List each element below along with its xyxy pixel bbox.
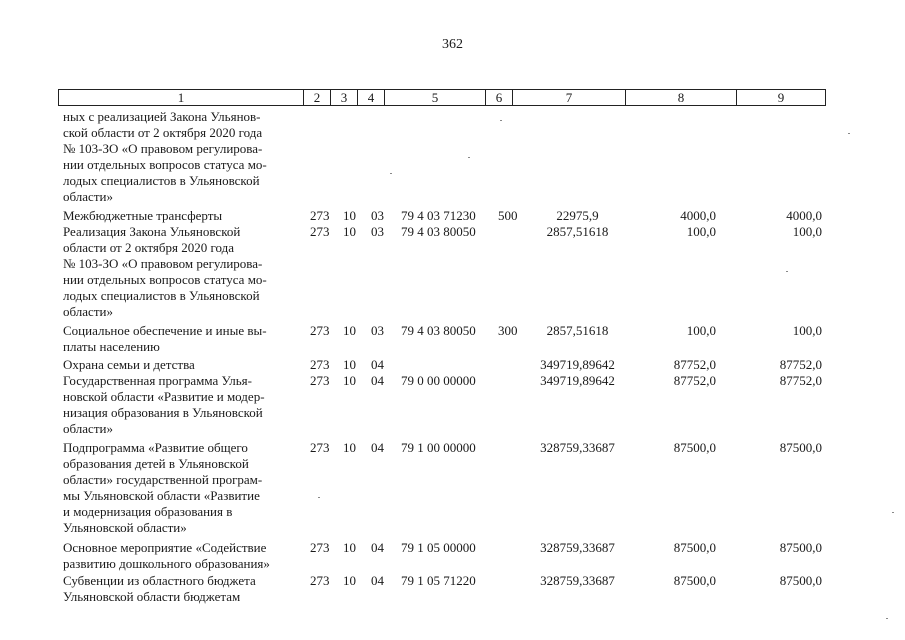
cell-target-article: 79 4 03 80050: [401, 323, 476, 338]
cell-subsection: 03: [371, 208, 384, 223]
cell-subsection: 04: [371, 573, 384, 588]
cell-amount-year1: 2857,51618: [546, 323, 609, 338]
row-description: Подпрограмма «Развитие общего образования детей в Ульяновской области» государственной програм- мы Ульяновской области «Развитие и модернизация образования в Ульяновской области»: [63, 440, 263, 535]
col-header-5: 5: [385, 90, 486, 106]
cell-section: 10: [343, 208, 356, 223]
cell-amount-year2: 87500,0: [673, 540, 716, 555]
cell-amount-year2: 100,0: [686, 323, 716, 338]
col-header-3: 3: [331, 90, 358, 106]
scan-speck: [500, 120, 502, 121]
col-header-4: 4: [358, 90, 385, 106]
cell-amount-year1: 22975,9: [556, 208, 599, 223]
cell-ministry: 273: [310, 373, 330, 388]
cell-amount-year2: 4000,0: [680, 208, 716, 223]
cell-target-article: 79 4 03 71230: [401, 208, 476, 223]
cell-ministry: 273: [310, 208, 330, 223]
row-description: Основное мероприятие «Содействие развитию дошкольного образования»: [63, 540, 270, 571]
scan-speck: [892, 512, 894, 513]
scan-speck: [390, 173, 392, 174]
col-header-1: 1: [59, 90, 304, 106]
col-header-7: 7: [513, 90, 626, 106]
cell-ministry: 273: [310, 357, 330, 372]
cell-ministry: 273: [310, 540, 330, 555]
cell-amount-year2: 100,0: [686, 224, 716, 239]
col-header-9: 9: [737, 90, 826, 106]
row-description: Субвенции из областного бюджета Ульяновской области бюджетам: [63, 573, 256, 604]
scan-speck: [848, 133, 850, 134]
cell-target-article: 79 1 00 00000: [401, 440, 476, 455]
cell-amount-year3: 87752,0: [779, 357, 822, 372]
cell-amount-year3: 87500,0: [779, 540, 822, 555]
cell-section: 10: [343, 323, 356, 338]
cell-section: 10: [343, 224, 356, 239]
row-description: Государственная программа Улья- новской области «Развитие и модер- низация образования в Ульяновской области»: [63, 373, 265, 436]
row-description: Охрана семьи и детства: [63, 357, 195, 372]
page-number: 362: [442, 37, 463, 52]
cell-subsection: 04: [371, 357, 384, 372]
cell-expense-type: 500: [498, 208, 518, 223]
cell-amount-year2: 87500,0: [673, 573, 716, 588]
cell-subsection: 04: [371, 540, 384, 555]
cell-expense-type: 300: [498, 323, 518, 338]
row-description: ных с реализацией Закона Ульянов- ской области от 2 октября 2020 года № 103-ЗО «О правовом регулирова- нии отдельных вопросов статуса мо- лодых специалистов в Ульяновской области»: [63, 109, 267, 204]
cell-subsection: 04: [371, 373, 384, 388]
col-header-6: 6: [486, 90, 513, 106]
cell-subsection: 03: [371, 323, 384, 338]
cell-amount-year3: 4000,0: [786, 208, 822, 223]
cell-section: 10: [343, 540, 356, 555]
cell-ministry: 273: [310, 440, 330, 455]
scan-speck: [468, 157, 470, 158]
cell-amount-year2: 87500,0: [673, 440, 716, 455]
table-body: [0, 109, 905, 640]
col-header-8: 8: [626, 90, 737, 106]
row-description: Реализация Закона Ульяновской области от 2 октября 2020 года № 103-ЗО «О правовом регулирова- нии отдельных вопросов статуса мо- лодых специалистов в Ульяновской области»: [63, 224, 267, 319]
cell-amount-year1: 349719,89642: [540, 357, 615, 372]
cell-target-article: 79 0 00 00000: [401, 373, 476, 388]
cell-section: 10: [343, 373, 356, 388]
scan-speck: [318, 497, 320, 498]
cell-section: 10: [343, 440, 356, 455]
cell-ministry: 273: [310, 323, 330, 338]
cell-amount-year1: 349719,89642: [540, 373, 615, 388]
cell-amount-year2: 87752,0: [673, 357, 716, 372]
cell-amount-year3: 87500,0: [779, 440, 822, 455]
cell-target-article: 79 4 03 80050: [401, 224, 476, 239]
cell-amount-year1: 328759,33687: [540, 440, 615, 455]
scan-speck: [786, 271, 788, 272]
column-header-row: [58, 89, 826, 106]
row-description: Межбюджетные трансферты: [63, 208, 223, 223]
cell-amount-year1: 328759,33687: [540, 540, 615, 555]
cell-amount-year1: 328759,33687: [540, 573, 615, 588]
cell-target-article: 79 1 05 00000: [401, 540, 476, 555]
cell-amount-year1: 2857,51618: [546, 224, 609, 239]
cell-amount-year3: 87500,0: [779, 573, 822, 588]
cell-target-article: 79 1 05 71220: [401, 573, 476, 588]
cell-subsection: 04: [371, 440, 384, 455]
row-description: Социальное обеспечение и иные вы- платы населению: [63, 323, 267, 354]
cell-amount-year2: 87752,0: [673, 373, 716, 388]
cell-subsection: 03: [371, 224, 384, 239]
cell-ministry: 273: [310, 573, 330, 588]
cell-amount-year3: 87752,0: [779, 373, 822, 388]
cell-amount-year3: 100,0: [792, 224, 822, 239]
cell-section: 10: [343, 573, 356, 588]
scan-speck: [886, 618, 888, 619]
cell-amount-year3: 100,0: [792, 323, 822, 338]
cell-section: 10: [343, 357, 356, 372]
col-header-2: 2: [304, 90, 331, 106]
cell-ministry: 273: [310, 224, 330, 239]
